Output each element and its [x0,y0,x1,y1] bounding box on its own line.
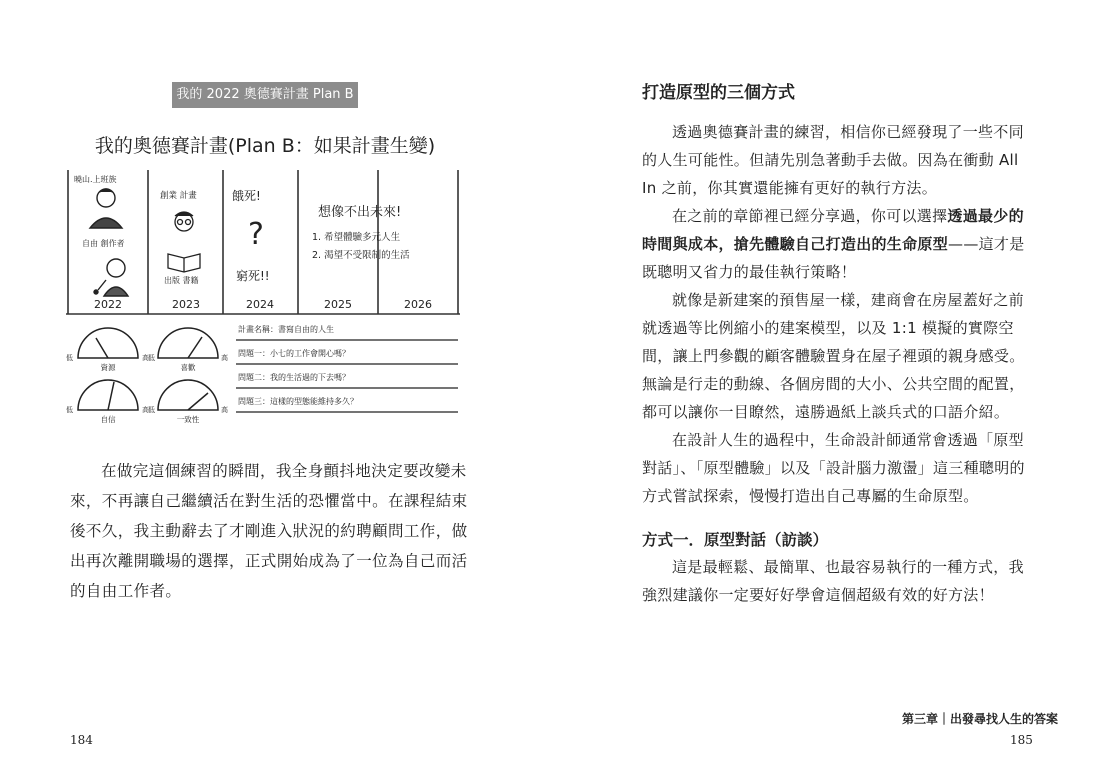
gauge-high-label: 高 [221,354,228,362]
right-body-text [642,118,1027,510]
sketch-title: 我的奧德賽計畫(Plan B：如果計畫生變) [94,135,436,157]
text-span: 在之前的章節裡已經分享過，你可以選擇 [672,207,948,225]
year-label: 2026 [404,298,432,311]
gauge-liking [148,328,228,372]
gauge-label: 資源 [100,363,116,372]
subheading: 方式一．原型對話（訪談） [642,531,829,549]
gauge-label: 喜歡 [180,363,196,372]
person-microphone-icon [94,259,128,296]
paragraph [642,202,1027,286]
gauge-resources [66,328,149,372]
right-body-text-2 [642,553,1027,609]
gauge-high-label: 高 [221,406,228,414]
question-mark: ? [248,217,264,252]
page-number: 184 [70,733,93,747]
gauge-low-label: 低 [148,406,155,414]
cell-2025-line1: 1. 希望體驗多元人生 [312,232,401,243]
year-label: 2022 [94,298,122,311]
gauge-label: 一致性 [176,415,200,424]
person-suit-icon [90,189,122,228]
paragraph: 在做完這個練習的瞬間，我全身顫抖地決定要改變未來，不再讓自己繼續活在對生活的恐懼當中。在課程結束後不久，我主動辭去了才剛進入狀況的約聘顧問工作，做出再次離開職場的選擇，正式開始成為了一位為自己而活的自由工作者。 [70,462,468,600]
year-label: 2023 [172,298,200,311]
left-body-text [70,456,470,606]
gauge-label: 自信 [100,415,116,424]
paragraph: 這是最輕鬆、最簡單、也最容易執行的一種方式，我強烈建議你一定要好好學會這個超級有效的好方法！ [642,558,1024,604]
gauge-high-label: 高 [142,406,149,414]
gauge-low-label: 低 [66,406,73,414]
cell-2024-top: 餓死! [232,189,261,203]
cell-2022-mid: 自由 創作者 [82,239,125,248]
paragraph: 透過奧德賽計畫的練習，相信你已經發現了一些不同的人生可能性。但請先別急著動手去做。因為在衝動 All In 之前，你其實還能擁有更好的執行方法。 [642,123,1024,197]
paragraph: 就像是新建案的預售屋一樣，建商會在房屋蓋好之前就透過等比例縮小的建案模型，以及 1:1 模擬的實際空間，讓上門參觀的顧客體驗置身在屋子裡頭的親身感受。無論是行走的動線、各個房間的大小、公共空間的配置，都可以讓你一目瞭然，遠勝過紙上談兵式的口語介紹。 [642,291,1025,421]
gauge-consistency [148,380,228,424]
gauge-confidence [66,380,149,424]
open-book-icon [168,254,200,272]
gauge-high-label: 高 [142,354,149,362]
bold-emphasis: 透過最少的時間與成本，搶先體驗自己打造出的生命原型 [642,207,1024,253]
text-span: ——這才是既聰明又省力的最佳執行策略！ [642,235,1025,281]
cell-2024-bot: 窮死!! [236,269,270,283]
cell-2025-title: 想像不出未來! [318,205,402,220]
figure-caption: 我的 2022 奧德賽計畫 Plan B [172,82,358,108]
question-1: 問題一：小七的工作會開心嗎？ [238,349,350,358]
cell-2025-line2: 2. 渴望不受限制的生活 [312,250,410,261]
section-heading: 打造原型的三個方式 [642,83,795,103]
running-head: 第三章｜出發尋找人生的答案 [902,712,1059,726]
gauge-low-label: 低 [148,354,155,362]
plan-name: 計畫名稱：書寫自由的人生 [238,325,334,334]
odyssey-plan-sketch [60,118,470,428]
cell-2023-top: 創業 計畫 [160,191,197,201]
cell-2023-bot: 出版 書籍 [164,276,199,285]
year-label: 2025 [324,298,352,311]
person-glasses-icon [175,212,193,231]
page-number: 185 [1010,733,1033,747]
cell-2022-top: 曉山.上班族 [74,175,117,184]
paragraph: 在設計人生的過程中，生命設計師通常會透過「原型對話」、「原型體驗」以及「設計腦力激盪」這三種聰明的方式嘗試探索，慢慢打造出自己專屬的生命原型。 [642,431,1025,505]
question-2: 問題二：我的生活過的下去嗎？ [238,373,350,382]
right-page [550,0,1100,781]
question-3: 問題三：這樣的型態能維持多久？ [238,397,358,406]
year-label: 2024 [246,298,274,311]
gauge-low-label: 低 [66,354,73,362]
